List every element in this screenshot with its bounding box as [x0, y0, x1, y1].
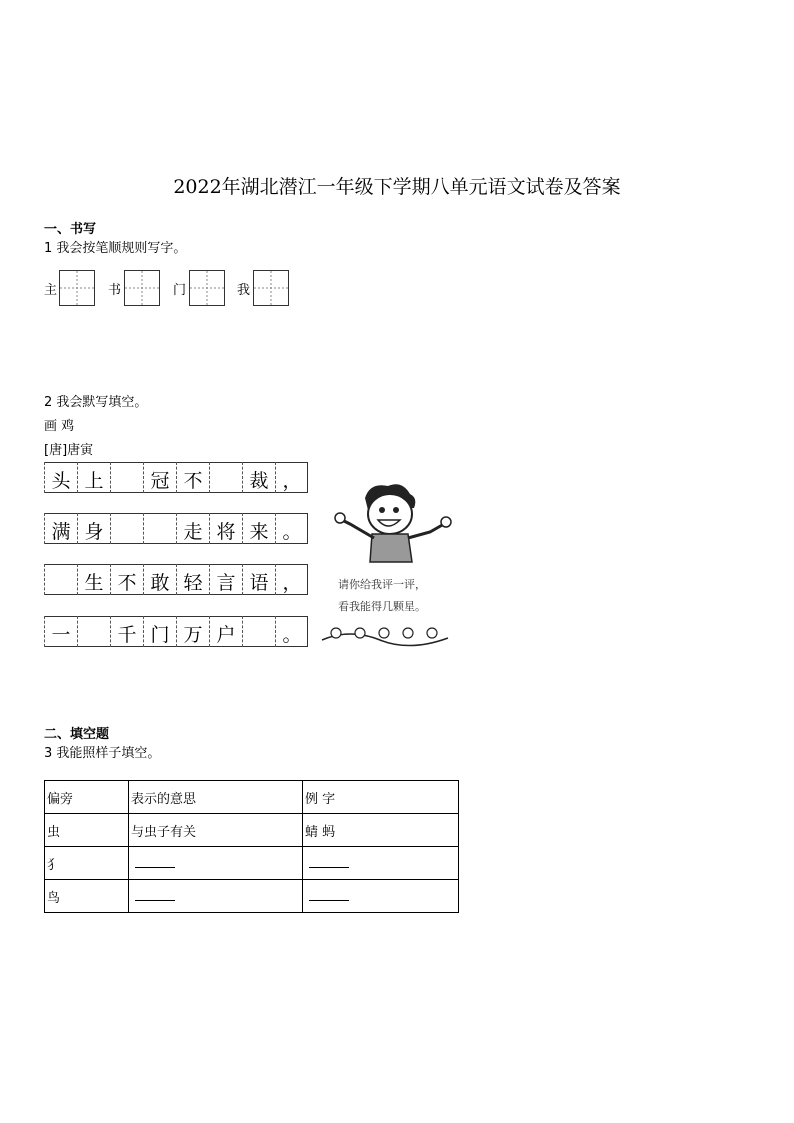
poem-cell: 满	[51, 521, 71, 543]
char-label: 书	[108, 283, 122, 298]
radical-table	[44, 780, 459, 913]
poem-author: [唐]唐寅	[44, 443, 94, 458]
poem-cell: 上	[84, 470, 104, 492]
table-header: 例 字	[303, 781, 459, 814]
q2-text: 2 我会默写填空。	[44, 395, 148, 410]
flower-vine-icon	[320, 622, 455, 648]
section1-heading: 一、书写	[44, 222, 97, 237]
poem-row	[44, 462, 308, 493]
bubble-line1: 请你给我评一评，	[338, 578, 426, 591]
poem-cell: 轻	[183, 572, 203, 594]
table-cell: 鸟	[45, 880, 129, 913]
table-header: 偏旁	[45, 781, 129, 814]
table-row	[45, 814, 459, 847]
table-row	[45, 880, 459, 913]
table-cell: 犭	[45, 847, 129, 880]
writing-box[interactable]	[189, 270, 225, 306]
section2-heading: 二、填空题	[44, 727, 110, 742]
table-row	[45, 847, 459, 880]
table-cell: 虫	[45, 814, 129, 847]
poem-cell: 千	[117, 624, 137, 646]
table-cell[interactable]	[303, 847, 459, 880]
bubble-line2: 看我能得几颗星。	[338, 600, 426, 613]
poem-cell: 。	[282, 521, 302, 543]
poem-cell: 身	[84, 521, 104, 543]
poem-cell: 生	[84, 572, 104, 594]
answer-blank[interactable]	[309, 888, 349, 901]
poem-cell: 头	[51, 470, 71, 492]
writing-box[interactable]	[253, 270, 289, 306]
stroke-order-row	[44, 270, 304, 308]
poem-cell: 冠	[150, 470, 170, 492]
poem-cell: 来	[249, 521, 269, 543]
table-cell[interactable]	[129, 880, 303, 913]
poem-cell: 不	[117, 572, 137, 594]
boy-figure-icon	[330, 480, 460, 570]
poem-cell: 敢	[150, 572, 170, 594]
table-header-row	[45, 781, 459, 814]
poem-cell: 裁	[249, 470, 269, 492]
poem-cell: 门	[150, 624, 170, 646]
poem-cell: 言	[216, 572, 236, 594]
poem-cell: 一	[51, 624, 71, 646]
table-cell: 与虫子有关	[129, 814, 303, 847]
poem-cell: 万	[183, 624, 203, 646]
poem-cell: 走	[183, 521, 203, 543]
poem-row	[44, 564, 308, 595]
poem-row	[44, 513, 308, 544]
poem-cell: 户	[216, 624, 236, 646]
char-label: 主	[44, 283, 58, 298]
char-label: 门	[173, 283, 187, 298]
table-cell[interactable]	[129, 847, 303, 880]
poem-cell: ，	[282, 470, 302, 492]
answer-blank[interactable]	[135, 855, 175, 868]
poem-cell: 将	[216, 521, 236, 543]
char-label: 我	[237, 283, 251, 298]
writing-box[interactable]	[59, 270, 95, 306]
q3-text: 3 我能照样子填空。	[44, 746, 161, 761]
poem-cell: 不	[183, 470, 203, 492]
page-title: 2022年湖北潜江一年级下学期八单元语文试卷及答案	[173, 176, 621, 198]
writing-box[interactable]	[124, 270, 160, 306]
answer-blank[interactable]	[309, 855, 349, 868]
q1-text: 1 我会按笔顺规则写字。	[44, 241, 187, 256]
table-cell: 蜻 蚂	[303, 814, 459, 847]
poem-row	[44, 616, 308, 647]
poem-cell: ，	[282, 572, 302, 594]
table-header: 表示的意思	[129, 781, 303, 814]
answer-blank[interactable]	[135, 888, 175, 901]
poem-cell: 。	[282, 624, 302, 646]
cartoon-boy-illustration	[330, 480, 460, 650]
poem-title: 画 鸡	[44, 419, 75, 434]
table-cell[interactable]	[303, 880, 459, 913]
poem-cell: 语	[249, 572, 269, 594]
